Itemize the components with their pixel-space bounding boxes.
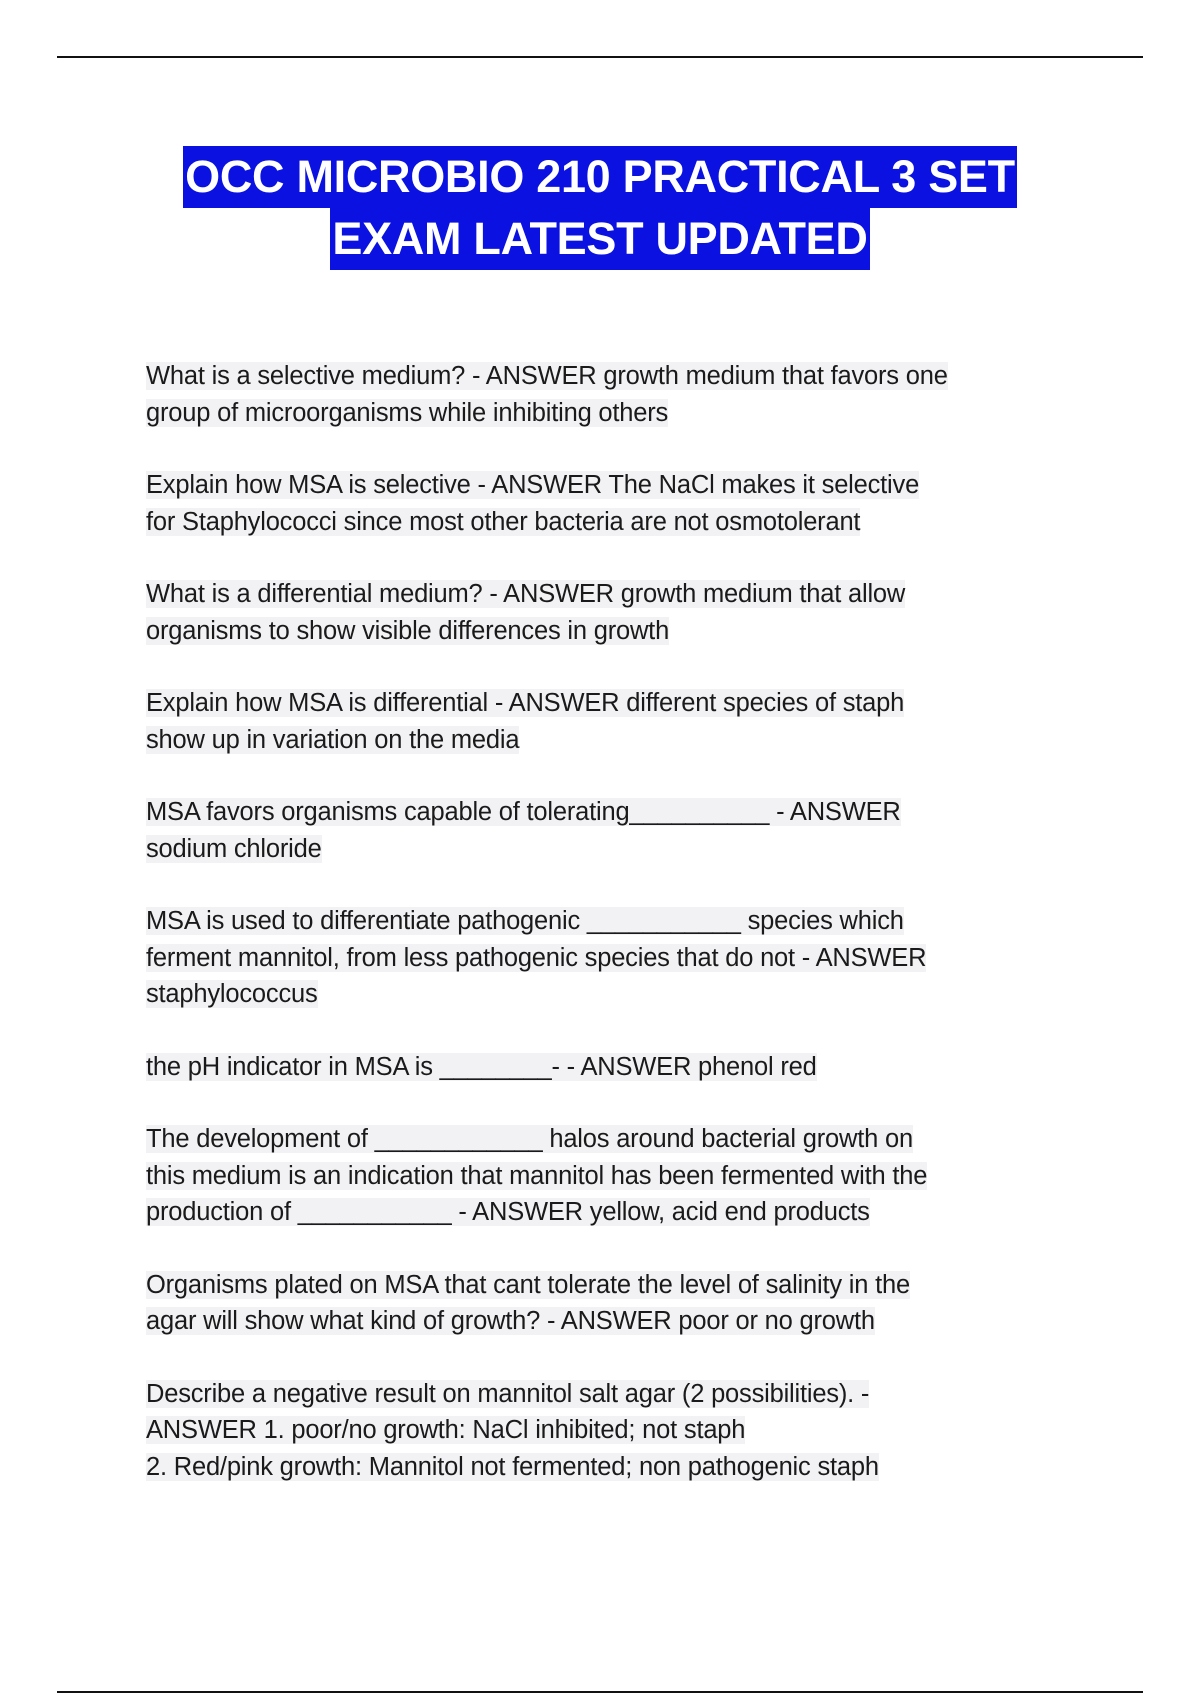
qa-line: show up in variation on the media — [146, 725, 520, 754]
qa-item — [146, 576, 1066, 649]
title-line-2: EXAM LATEST UPDATED — [330, 208, 869, 270]
qa-line: staphylococcus — [146, 980, 318, 1008]
top-rule — [57, 56, 1143, 58]
qa-line: Describe a negative result on mannitol salt agar (2 possibilities). - — [146, 1379, 870, 1408]
qa-line: What is a selective medium? - ANSWER growth medium that favors one — [146, 362, 948, 390]
qa-line: the pH indicator in MSA is ________- - ANSWER phenol red — [146, 1052, 817, 1081]
qa-line: production of ___________ - ANSWER yellow, acid end products — [146, 1198, 870, 1226]
qa-item — [146, 358, 1066, 431]
qa-item — [146, 467, 1066, 540]
qa-line: What is a differential medium? - ANSWER growth medium that allow — [146, 580, 906, 608]
qa-line: ferment mannitol, from less pathogenic species that do not - ANSWER — [146, 943, 927, 972]
qa-line: organisms to show visible differences in growth — [146, 616, 670, 645]
qa-item — [146, 1267, 1066, 1340]
qa-list — [146, 358, 1066, 1521]
qa-line: for Staphylococci since most other bacteria are not osmotolerant — [146, 507, 861, 536]
qa-line: ANSWER 1. poor/no growth: NaCl inhibited; not staph — [146, 1416, 746, 1444]
qa-line: MSA is used to differentiate pathogenic ___________ species which — [146, 907, 904, 935]
qa-line: sodium chloride — [146, 834, 322, 863]
qa-line: agar will show what kind of growth? - ANSWER poor or no growth — [146, 1307, 875, 1335]
qa-item — [146, 903, 1066, 1013]
bottom-rule — [57, 1691, 1143, 1693]
qa-item — [146, 1376, 1066, 1486]
qa-item — [146, 1121, 1066, 1231]
qa-line: 2. Red/pink growth: Mannitol not fermented; non pathogenic staph — [146, 1452, 879, 1481]
qa-line: Explain how MSA is selective - ANSWER The NaCl makes it selective — [146, 471, 920, 499]
title-line-1: OCC MICROBIO 210 PRACTICAL 3 SET — [183, 146, 1017, 208]
qa-item — [146, 1049, 1066, 1086]
qa-item — [146, 794, 1066, 867]
qa-line: Explain how MSA is differential - ANSWER different species of staph — [146, 689, 905, 717]
qa-line: MSA favors organisms capable of tolerating__________ - ANSWER — [146, 798, 901, 826]
qa-line: this medium is an indication that mannitol has been fermented with the — [146, 1161, 928, 1190]
document-title — [0, 146, 1200, 270]
qa-line: The development of ____________ halos around bacterial growth on — [146, 1125, 913, 1153]
qa-item — [146, 685, 1066, 758]
qa-line: Organisms plated on MSA that cant tolerate the level of salinity in the — [146, 1270, 910, 1299]
qa-line: group of microorganisms while inhibiting others — [146, 398, 669, 427]
